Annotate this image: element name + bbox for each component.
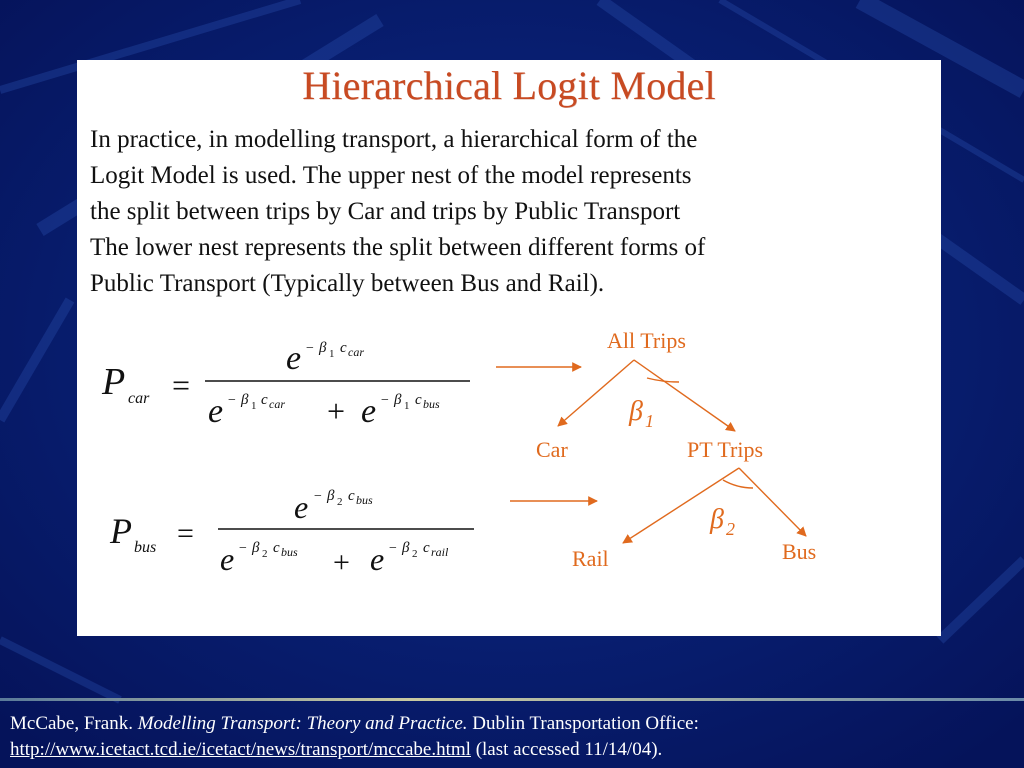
eq-bus-num-c: c bbox=[348, 488, 355, 504]
branch-pt-to-bus bbox=[739, 468, 806, 536]
eq-car-lhs-var: P bbox=[102, 361, 126, 403]
eq-bus-den-minus2: − bbox=[389, 541, 397, 556]
eq-bus-den-beta2: β bbox=[402, 540, 410, 556]
eq-car-num-minus: − bbox=[306, 341, 314, 356]
citation-footer bbox=[10, 711, 1010, 763]
tree-node-pt-trips: PT Trips bbox=[687, 437, 764, 462]
eq-car-lhs-sub: car bbox=[128, 390, 150, 407]
paragraph-line: the split between trips by Car and trips by Public Transport bbox=[90, 198, 681, 225]
eq-bus-den-beta-index2: 2 bbox=[412, 548, 418, 560]
beta2-angle-arc bbox=[723, 480, 753, 488]
eq-bus-den-c2: c bbox=[423, 540, 430, 556]
eq-bus-lhs-sub: bus bbox=[134, 539, 157, 556]
citation-url-link[interactable]: http://www.icetact.tcd.ie/icetact/news/transport/mccabe.html bbox=[10, 739, 471, 760]
eq-bus-num-e: e bbox=[294, 489, 309, 525]
eq-bus-den-beta1: β bbox=[252, 540, 260, 556]
eq-bus-den-sub2: rail bbox=[431, 545, 449, 559]
eq-car-den-sub1: car bbox=[269, 397, 285, 411]
slide-title: Hierarchical Logit Model bbox=[302, 63, 716, 108]
eq-bus-den-e1: e bbox=[220, 541, 235, 577]
eq-bus-den-e2: e bbox=[370, 541, 385, 577]
tree-node-car: Car bbox=[536, 437, 568, 462]
tree-beta2-index: 2 bbox=[726, 519, 735, 539]
tree-beta1-symbol: β bbox=[629, 396, 643, 427]
eq-car-den-c2: c bbox=[415, 392, 422, 408]
branch-all-to-car bbox=[558, 360, 634, 426]
eq-bus-den-c1: c bbox=[273, 540, 280, 556]
eq-car-den-beta2: β bbox=[394, 392, 402, 408]
eq-bus-den-minus1: − bbox=[239, 541, 247, 556]
eq-car-num-c: c bbox=[340, 340, 347, 356]
tree-beta2-symbol: β bbox=[710, 504, 724, 535]
slide-panel bbox=[77, 60, 941, 636]
eq-car-den-minus1: − bbox=[228, 393, 236, 408]
citation-work-title: Modelling Transport: Theory and Practice. bbox=[137, 713, 468, 734]
eq-car-den-e2: e bbox=[361, 393, 377, 430]
eq-car-den-c1: c bbox=[261, 392, 268, 408]
eq-bus-num-sub: bus bbox=[356, 493, 373, 507]
footer-divider bbox=[0, 698, 1024, 701]
equation-p-car bbox=[101, 340, 470, 430]
citation-accessed: (last accessed 11/14/04). bbox=[470, 739, 663, 760]
eq-car-num-sub: car bbox=[348, 345, 364, 359]
eq-bus-equals: = bbox=[177, 517, 194, 550]
paragraph-line: Public Transport (Typically between Bus and Rail). bbox=[90, 270, 605, 297]
paragraph-line: Logit Model is used. The upper nest of the model represents bbox=[90, 162, 692, 189]
paragraph-line: The lower nest represents the split between different forms of bbox=[90, 234, 706, 261]
tree-beta1-index: 1 bbox=[645, 411, 654, 431]
eq-bus-lhs-var: P bbox=[110, 511, 132, 551]
eq-car-num-beta-index: 1 bbox=[329, 348, 335, 360]
eq-bus-den-plus: + bbox=[333, 546, 350, 579]
tree-node-bus: Bus bbox=[782, 539, 817, 564]
paragraph-line: In practice, in modelling transport, a hierarchical form of the bbox=[90, 126, 698, 153]
eq-car-den-beta-index1: 1 bbox=[251, 400, 257, 412]
eq-bus-num-beta: β bbox=[327, 488, 335, 504]
eq-car-equals: = bbox=[172, 367, 191, 403]
eq-bus-num-minus: − bbox=[314, 489, 322, 504]
eq-car-num-beta: β bbox=[319, 340, 327, 356]
tree-node-rail: Rail bbox=[572, 546, 609, 571]
tree-labels bbox=[536, 328, 816, 571]
eq-car-den-e1: e bbox=[208, 393, 224, 430]
equations-and-tree bbox=[77, 60, 941, 636]
eq-car-den-sub2: bus bbox=[423, 397, 440, 411]
eq-car-den-plus: + bbox=[327, 393, 346, 429]
eq-bus-den-sub1: bus bbox=[281, 545, 298, 559]
eq-bus-den-beta-index1: 2 bbox=[262, 548, 268, 560]
citation-author: McCabe, Frank. bbox=[10, 713, 138, 734]
tree-node-all-trips: All Trips bbox=[607, 328, 686, 353]
eq-bus-num-beta-index: 2 bbox=[337, 496, 343, 508]
eq-car-den-beta1: β bbox=[241, 392, 249, 408]
citation-publisher: Dublin Transportation Office: bbox=[467, 713, 699, 734]
eq-car-num-e: e bbox=[286, 340, 302, 377]
equation-p-bus bbox=[109, 488, 474, 579]
eq-car-den-beta-index2: 1 bbox=[404, 400, 410, 412]
eq-car-den-minus2: − bbox=[381, 393, 389, 408]
